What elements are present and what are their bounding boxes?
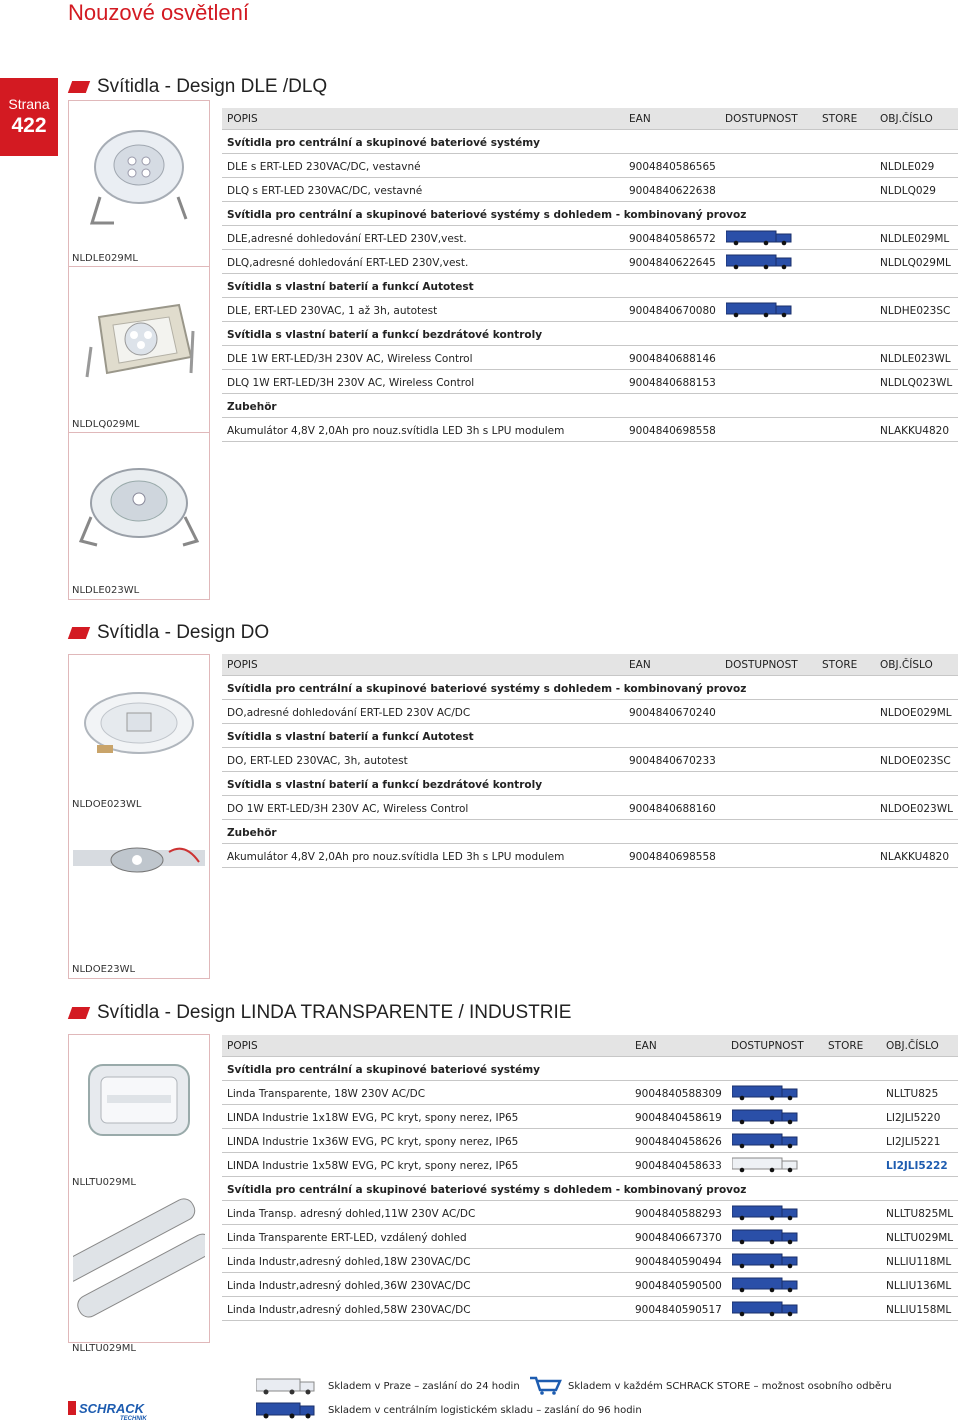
group-heading: Svítidla s vlastní baterií a funkcí Autotest — [227, 281, 474, 293]
group-heading-row — [222, 276, 958, 298]
truck-blue-icon — [732, 1205, 804, 1221]
table-row — [222, 702, 958, 724]
schrack-logo — [68, 1399, 160, 1421]
truck-icon — [732, 1157, 804, 1173]
table-row — [222, 180, 958, 202]
page-number: 422 — [11, 114, 47, 137]
table-row — [222, 846, 958, 868]
truck-blue-icon — [732, 1229, 804, 1245]
row-ean: 9004840586565 — [629, 161, 716, 173]
row-description: Linda Transparente ERT-LED, vzdálený dohled — [227, 1232, 467, 1244]
row-description: Linda Transparente, 18W 230V AC/DC — [227, 1088, 426, 1100]
product-image-nldoe023wl — [68, 654, 210, 814]
truck-blue-icon — [256, 1401, 320, 1419]
row-order-number: NLDLE023WL — [880, 353, 951, 365]
truck-blue-icon — [732, 1277, 804, 1293]
row-ean: 9004840588293 — [635, 1208, 722, 1220]
group-heading-row — [222, 1059, 958, 1081]
row-order-number: NLDOE029ML — [880, 707, 952, 719]
legend-prague: Skladem v Praze – zaslání do 24 hodin — [328, 1381, 520, 1392]
row-order-number: NLDOE023WL — [880, 803, 953, 815]
row-order-number: NLDLQ029ML — [880, 257, 951, 269]
table-row — [222, 1155, 958, 1177]
row-order-number: NLAKKU4820 — [880, 851, 950, 863]
row-description: DLE s ERT-LED 230VAC/DC, vestavné — [227, 161, 421, 173]
image-label: NLDLQ029ML — [72, 419, 140, 430]
row-ean: 9004840590494 — [635, 1256, 722, 1268]
row-ean: 9004840622638 — [629, 185, 716, 197]
section-flag-icon — [68, 81, 90, 93]
row-order-number: NLDLE029 — [880, 161, 935, 173]
row-description: LINDA Industrie 1x58W EVG, PC kryt, spony nerez, IP65 — [227, 1160, 519, 1172]
section-flag-icon — [68, 1007, 90, 1019]
table-header: POPIS EAN DOSTUPNOST STORE OBJ.ČÍSLO — [222, 108, 958, 130]
row-order-number: NLLTU029ML — [886, 1232, 954, 1244]
row-ean: 9004840590500 — [635, 1280, 722, 1292]
truck-blue-icon — [732, 1253, 804, 1269]
table-row — [222, 1227, 958, 1249]
product-image-nldle023wl — [68, 432, 210, 600]
group-heading-row — [222, 396, 958, 418]
row-order-number: LI2JLI5220 — [886, 1112, 941, 1124]
group-heading-row — [222, 774, 958, 796]
table-row — [222, 228, 958, 250]
row-description: DLE 1W ERT-LED/3H 230V AC, Wireless Control — [227, 353, 473, 365]
group-heading: Svítidla pro centrální a skupinové bateriové systémy s dohledem - kombinovaný provoz — [227, 1184, 747, 1196]
group-heading: Svítidla s vlastní baterií a funkcí Autotest — [227, 731, 474, 743]
row-order-number: NLLIU118ML — [886, 1256, 952, 1268]
table-row — [222, 348, 958, 370]
row-description: DLQ s ERT-LED 230VAC/DC, vestavné — [227, 185, 423, 197]
truck-blue-icon — [732, 1133, 804, 1149]
section-title-do: Svítidla - Design DO — [70, 622, 269, 644]
row-description: DO 1W ERT-LED/3H 230V AC, Wireless Control — [227, 803, 469, 815]
legend-store: Skladem v každém SCHRACK STORE – možnost osobního odběru — [568, 1381, 892, 1392]
table-row — [222, 1275, 958, 1297]
truck-icon — [256, 1377, 320, 1395]
group-heading: Svítidla s vlastní baterií a funkcí bezdrátové kontroly — [227, 329, 543, 341]
row-ean: 9004840670233 — [629, 755, 716, 767]
image-label: NLLTU029ML — [72, 1343, 136, 1354]
row-ean: 9004840458626 — [635, 1136, 722, 1148]
table-row — [222, 1251, 958, 1273]
row-description: Akumulátor 4,8V 2,0Ah pro nouz.svítidla LED 3h s LPU modulem — [227, 851, 565, 863]
row-ean: 9004840667370 — [635, 1232, 722, 1244]
truck-blue-icon — [732, 1301, 804, 1317]
row-ean: 9004840688153 — [629, 377, 716, 389]
svg-text:TECHNIK: TECHNIK — [120, 1416, 147, 1421]
table-row — [222, 1203, 958, 1225]
group-heading: Svítidla pro centrální a skupinové bateriové systémy s dohledem - kombinovaný provoz — [227, 209, 747, 221]
table-row — [222, 252, 958, 274]
legend-central: Skladem v centrálním logistickém skladu – zaslání do 96 hodin — [328, 1405, 642, 1416]
table-row — [222, 798, 958, 820]
row-description: DO,adresné dohledování ERT-LED 230V AC/DC — [227, 707, 471, 719]
row-description: Linda Transp. adresný dohled,11W 230V AC/DC — [227, 1208, 476, 1220]
section-flag-icon — [68, 627, 90, 639]
table-row — [222, 1131, 958, 1153]
row-ean: 9004840458633 — [635, 1160, 722, 1172]
table-row — [222, 750, 958, 772]
table-header: POPIS EAN DOSTUPNOST STORE OBJ.ČÍSLO — [222, 1035, 958, 1057]
group-heading: Svítidla pro centrální a skupinové bateriové systémy s dohledem - kombinovaný provoz — [227, 683, 747, 695]
group-heading-row — [222, 822, 958, 844]
row-ean: 9004840670240 — [629, 707, 716, 719]
row-ean: 9004840622645 — [629, 257, 716, 269]
group-heading: Svítidla pro centrální a skupinové bateriové systémy — [227, 1064, 540, 1076]
image-label: NLLTU029ML — [72, 1177, 136, 1188]
row-description: Akumulátor 4,8V 2,0Ah pro nouz.svítidla LED 3h s LPU modulem — [227, 425, 565, 437]
table-row — [222, 156, 958, 178]
row-description: LINDA Industrie 1x36W EVG, PC kryt, spony nerez, IP65 — [227, 1136, 519, 1148]
row-description: Linda Industr,adresný dohled,18W 230VAC/DC — [227, 1256, 471, 1268]
row-ean: 9004840586572 — [629, 233, 716, 245]
product-image-nlltu029ml-1 — [68, 1034, 210, 1190]
product-image-nldlq029ml — [68, 266, 210, 434]
truck-blue-icon — [726, 230, 798, 246]
row-order-number: NLDHE023SC — [880, 305, 951, 317]
row-description: DLE,adresné dohledování ERT-LED 230V,vest. — [227, 233, 467, 245]
truck-blue-icon — [732, 1085, 804, 1101]
group-heading: Svítidla pro centrální a skupinové bateriové systémy — [227, 137, 540, 149]
row-description: DLQ 1W ERT-LED/3H 230V AC, Wireless Control — [227, 377, 475, 389]
row-description: LINDA Industrie 1x18W EVG, PC kryt, spony nerez, IP65 — [227, 1112, 519, 1124]
section-title-linda: Svítidla - Design LINDA TRANSPARENTE / INDUSTRIE — [70, 1002, 571, 1024]
row-ean: 9004840688160 — [629, 803, 716, 815]
truck-blue-icon — [732, 1109, 804, 1125]
truck-blue-icon — [726, 302, 798, 318]
row-ean: 9004840590517 — [635, 1304, 722, 1316]
row-order-number: NLDLE029ML — [880, 233, 950, 245]
image-label: NLDLE023WL — [72, 585, 140, 596]
table-row — [222, 300, 958, 322]
section-title-dle-dlq: Svítidla - Design DLE /DLQ — [70, 76, 327, 98]
image-label: NLDOE023WL — [72, 799, 142, 810]
product-image-nldoe23wl — [68, 812, 210, 979]
table-row — [222, 420, 958, 442]
product-image-nldle029ml — [68, 100, 210, 268]
group-heading-row — [222, 132, 958, 154]
group-heading: Zubehör — [227, 827, 277, 839]
row-order-number: NLDLQ029 — [880, 185, 936, 197]
image-label: NLDOE23WL — [72, 964, 136, 975]
row-ean: 9004840698558 — [629, 851, 716, 863]
row-description: Linda Industr,adresný dohled,36W 230VAC/DC — [227, 1280, 471, 1292]
group-heading-row — [222, 324, 958, 346]
row-order-number: LI2JLI5221 — [886, 1136, 941, 1148]
row-order-number: NLLIU136ML — [886, 1280, 952, 1292]
row-ean: 9004840670080 — [629, 305, 716, 317]
product-image-nlltu029ml-2 — [68, 1188, 210, 1343]
row-order-number: NLLTU825 — [886, 1088, 939, 1100]
row-ean: 9004840588309 — [635, 1088, 722, 1100]
group-heading-row — [222, 678, 958, 700]
row-description: DLQ,adresné dohledování ERT-LED 230V,vest. — [227, 257, 469, 269]
group-heading-row — [222, 726, 958, 748]
row-order-number: LI2JLI5222 — [886, 1160, 948, 1172]
truck-blue-icon — [726, 254, 798, 270]
table-row — [222, 1107, 958, 1129]
table-row — [222, 1299, 958, 1321]
row-ean: 9004840688146 — [629, 353, 716, 365]
row-order-number: NLLIU158ML — [886, 1304, 952, 1316]
table-row — [222, 372, 958, 394]
row-order-number: NLLTU825ML — [886, 1208, 954, 1220]
row-ean: 9004840458619 — [635, 1112, 722, 1124]
svg-text:SCHRACK: SCHRACK — [79, 1401, 144, 1416]
page-number-box — [0, 78, 58, 156]
image-label: NLDLE029ML — [72, 253, 138, 264]
row-ean: 9004840698558 — [629, 425, 716, 437]
row-order-number: NLDOE023SC — [880, 755, 951, 767]
row-description: Linda Industr,adresný dohled,58W 230VAC/DC — [227, 1304, 471, 1316]
page-title: Nouzové osvětlení — [68, 0, 249, 25]
table-row — [222, 1083, 958, 1105]
row-description: DLE, ERT-LED 230VAC, 1 až 3h, autotest — [227, 305, 438, 317]
group-heading-row — [222, 1179, 958, 1201]
row-order-number: NLDLQ023WL — [880, 377, 953, 389]
row-order-number: NLAKKU4820 — [880, 425, 950, 437]
table-header: POPIS EAN DOSTUPNOST STORE OBJ.ČÍSLO — [222, 654, 958, 676]
row-description: DO, ERT-LED 230VAC, 3h, autotest — [227, 755, 408, 767]
group-heading: Zubehör — [227, 401, 277, 413]
shopping-cart-icon — [528, 1375, 562, 1395]
group-heading: Svítidla s vlastní baterií a funkcí bezdrátové kontroly — [227, 779, 543, 791]
group-heading-row — [222, 204, 958, 226]
page-label: Strana — [8, 96, 50, 112]
